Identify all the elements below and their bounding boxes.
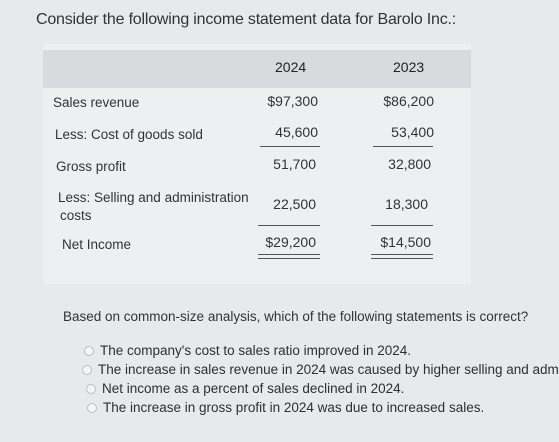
total-rule-2023	[371, 225, 433, 226]
cell-gross-profit-2024: 51,700	[273, 156, 316, 172]
column-header-2024: 2024	[275, 59, 307, 75]
radio-button-icon[interactable]	[84, 346, 94, 356]
row-label-selling-admin-line2: costs	[60, 208, 92, 223]
cell-selling-admin-2023: 18,300	[385, 196, 428, 212]
page-title: Consider the following income statement data for Barolo Inc.:	[36, 11, 457, 28]
total-rule-2024	[258, 225, 320, 226]
double-rule-2024-bottom	[258, 258, 320, 259]
row-label-net-income: Net Income	[62, 237, 132, 252]
row-label-selling-admin-line1: Less: Selling and administration	[58, 190, 249, 205]
cell-sales-2023: $86,200	[383, 93, 434, 109]
radio-button-icon[interactable]	[82, 365, 92, 375]
question-text: Based on common-size analysis, which of the following statements is correct?	[63, 309, 529, 324]
cell-cogs-2024: 45,600	[275, 124, 318, 140]
subtotal-rule-2023	[373, 146, 433, 147]
answer-option-label: The increase in sales revenue in 2024 was caused by higher selling and adm	[98, 362, 559, 377]
column-header-2023: 2023	[393, 59, 425, 75]
row-label-gross-profit: Gross profit	[56, 159, 126, 174]
cell-net-income-2024: $29,200	[265, 234, 316, 250]
answer-option-label: The increase in gross profit in 2024 was due to increased sales.	[103, 400, 485, 415]
cell-gross-profit-2023: 32,800	[388, 156, 431, 172]
cell-cogs-2023: 53,400	[391, 124, 434, 140]
cell-net-income-2023: $14,500	[380, 234, 431, 250]
cell-sales-2024: $97,300	[267, 93, 318, 109]
double-rule-2023-bottom	[371, 258, 433, 259]
row-label-cogs: Less: Cost of goods sold	[55, 127, 203, 142]
row-label-sales-revenue: Sales revenue	[53, 95, 140, 110]
radio-button-icon[interactable]	[86, 384, 96, 394]
answer-option-label: The company's cost to sales ratio improved in 2024.	[100, 343, 411, 358]
answer-option-label: Net income as a percent of sales declined in 2024.	[102, 381, 405, 396]
cell-selling-admin-2024: 22,500	[273, 196, 316, 212]
radio-button-icon[interactable]	[87, 403, 97, 413]
double-rule-2024-top	[258, 254, 320, 255]
subtotal-rule-2024	[260, 146, 320, 147]
double-rule-2023-top	[371, 254, 433, 255]
